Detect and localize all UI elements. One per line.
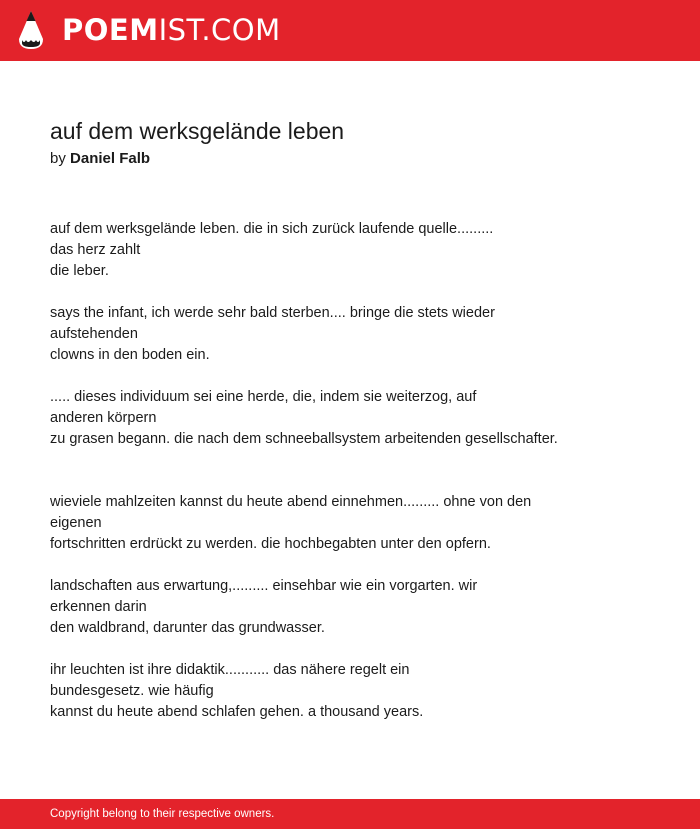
stanza bbox=[50, 660, 610, 723]
poem-line: fortschritten erdrückt zu werden. die hochbegabten unter den opfern. bbox=[50, 536, 491, 552]
poem-line: das herz zahlt bbox=[50, 242, 141, 258]
logo-light-text: IST.COM bbox=[158, 13, 281, 47]
copyright-notice: Copyright belong to their respective owners. bbox=[50, 808, 275, 820]
poem-line: erkennen darin bbox=[50, 599, 147, 615]
poem-line: landschaften aus erwartung,......... einsehbar wie ein vorgarten. wir bbox=[50, 578, 478, 594]
logo-bold-text: POEM bbox=[62, 13, 159, 47]
poem-line: bundesgesetz. wie häufig bbox=[50, 683, 214, 699]
poem-line: ihr leuchten ist ihre didaktik........... das nähere regelt ein bbox=[50, 662, 410, 678]
poem-line: kannst du heute abend schlafen gehen. a thousand years. bbox=[50, 704, 424, 720]
poem-line: ..... dieses individuum sei eine herde, die, indem sie weiterzog, auf bbox=[50, 389, 477, 405]
site-header bbox=[0, 0, 700, 61]
poem-line: die leber. bbox=[50, 263, 109, 279]
poem-line: auf dem werksgelände leben. die in sich zurück laufende quelle......... bbox=[50, 221, 494, 237]
poem-line: zu grasen begann. die nach dem schneeballsystem arbeitenden gesellschafter. bbox=[50, 431, 558, 447]
stanza bbox=[50, 492, 610, 555]
poem-body bbox=[50, 219, 610, 744]
stanza bbox=[50, 387, 610, 450]
poem-line: den waldbrand, darunter das grundwasser. bbox=[50, 620, 325, 636]
poem-line: clowns in den boden ein. bbox=[50, 347, 210, 363]
poem-line: says the infant, ich werde sehr bald sterben.... bringe die stets wieder bbox=[50, 305, 495, 321]
pencil-tip-icon[interactable] bbox=[18, 9, 44, 51]
site-logo[interactable] bbox=[62, 13, 281, 47]
poem-line: wieviele mahlzeiten kannst du heute abend einnehmen......... ohne von den bbox=[50, 494, 532, 510]
poem-title: auf dem werksgelände leben bbox=[50, 118, 345, 144]
poem-line: anderen körpern bbox=[50, 410, 157, 426]
by-label: by bbox=[50, 150, 66, 167]
poem-line: aufstehenden bbox=[50, 326, 138, 342]
site-footer bbox=[0, 799, 700, 829]
byline bbox=[50, 149, 150, 169]
poem-line: eigenen bbox=[50, 515, 102, 531]
stanza bbox=[50, 219, 610, 282]
stanza bbox=[50, 303, 610, 366]
author-name[interactable]: Daniel Falb bbox=[70, 150, 151, 167]
stanza bbox=[50, 576, 610, 639]
